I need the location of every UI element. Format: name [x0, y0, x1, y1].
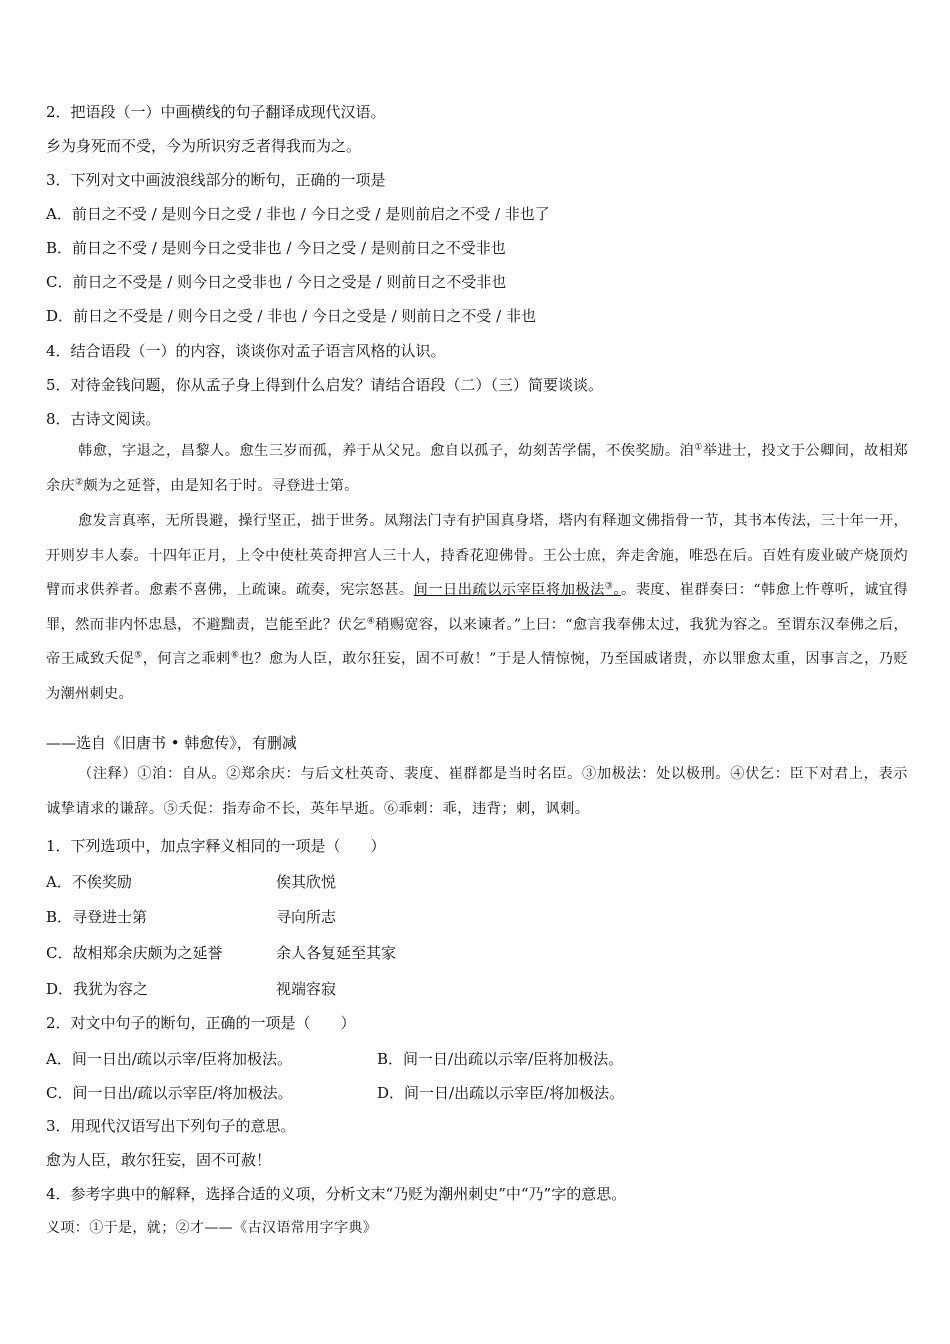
passage-text: 韩愈，字退之，昌黎人。愈生三岁而孤，养于从父兄。愈自以孤子，幼刻苦学儒，不俟奖励。洎: [78, 443, 695, 459]
passage-text: 愈发言真率，无所畏避，操行坚正，拙于世务。凤翔法门寺有护国真身塔，塔内有释迦文佛指骨一节，其书本传法，三十年一开，开则岁丰人泰。十四年正月，上令中使杜英奇押宫人三十人，持香花迎佛骨。王公士庶，奔走舍施，唯恐在后。百姓有废业破产烧顶灼臂而求供养者。愈素不喜佛，上疏谏。疏奏，宪宗怒甚。: [46, 513, 908, 598]
q2-option-c: C．间一日出/疏以示宰臣/将加极法。: [46, 1084, 293, 1102]
question-3-option-c: C．前日之不受是 / 则今日之受非也 / 今日之受是 / 则前日之不受非也: [46, 273, 507, 291]
question-4-prompt: 4．结合语段（一）的内容，谈谈你对孟子语言风格的认识。: [46, 342, 446, 360]
question-3-prompt: 3．下列对文中画波浪线部分的断句，正确的一项是: [46, 171, 386, 189]
passage-text: 颇为之延誉，由是知名于时。寻登进士第。: [83, 477, 359, 494]
passage-text: 也？愈为人臣，敢尔狂妄，固不可赦！”于是人情惊惋，乃至国戚诸贵，亦以罪愈太重，因事言之，乃贬为潮州刺史。: [46, 651, 908, 702]
q1-option-b-right: 寻向所志: [276, 908, 337, 926]
passage-text: ，何言之乖剌: [142, 651, 231, 667]
question-2-sentence: 乡为身死而不受，今为所识穷乏者得我而为之。: [46, 137, 362, 155]
question-2-prompt: 2．把语段（一）中画横线的句子翻译成现代汉语。: [46, 103, 386, 121]
footnote-marker: ③: [604, 581, 614, 592]
q2-option-d: D．间一日/出疏以示宰臣/将加极法。: [377, 1084, 625, 1102]
passage-paragraph-2: [46, 504, 908, 711]
passage-text: 举进士，投文于公卿间，故相郑余庆: [46, 443, 909, 494]
q2-option-a: A．间一日出/疏以示宰/臣将加极法。: [46, 1050, 292, 1068]
q1-option-a-right: 俟其欣悦: [276, 873, 337, 891]
question-3-option-a: A．前日之不受 / 是则今日之受 / 非也 / 今日之受 / 是则前启之不受 / 非也了: [46, 205, 550, 223]
passage-notes: （注释）①洎：自从。②郑余庆：与后文杜英奇、裴度、崔群都是当时名臣。③加极法：处以极刑。④伏乞：臣下对君上，表示诚挚请求的谦辞。⑤夭促：指寿命不长，英年早逝。⑥乖剌：乖，违背；刺，讽刺。: [46, 766, 908, 817]
passage-paragraph-1: [46, 434, 908, 503]
section-heading: 8．古诗文阅读。: [46, 410, 161, 428]
question-3-option-b: B．前日之不受 / 是则今日之受非也 / 今日之受 / 是则前日之不受非也: [46, 239, 506, 257]
q1-option-d-left: D．我犹为容之: [46, 980, 149, 998]
q2-prompt: 2．对文中句子的断句，正确的一项是（ ）: [46, 1014, 356, 1032]
q1-option-c-left: C．故相郑余庆颇为之延誉: [46, 944, 223, 962]
passage-text: 稍赐宽容，以来谏者。”上曰：“愈言我奉佛太过，我犹为容之。至谓东汉奉佛之后，帝王咸致夭促: [46, 616, 909, 667]
footnote-marker: ⑤: [134, 650, 143, 661]
footnote-marker: ①: [694, 442, 703, 453]
q4-prompt: 4．参考字典中的解释，选择合适的义项，分析文末“乃贬为潮州刺史”中“乃”字的意思。: [46, 1185, 627, 1203]
q2-option-b: B．间一日/出疏以示宰/臣将加极法。: [377, 1050, 624, 1068]
q1-option-a-left: A．不俟奖励: [46, 873, 132, 891]
passage-text: 。裴度、崔群奏曰：“韩愈上忤尊听，诚宜得罪，然而非内怀忠恳，不避黜责，岂能至此？伏乞: [46, 582, 908, 633]
question-5-prompt: 5．对待金钱问题，你从孟子身上得到什么启发？请结合语段（二）（三）简要谈谈。: [46, 376, 604, 394]
q1-option-c-right: 余人各复延至其家: [276, 944, 397, 962]
q3-sentence: 愈为人臣，敢尔狂妄，固不可赦！: [46, 1151, 272, 1169]
footnote-marker: ④: [366, 615, 376, 626]
footnote-marker: ⑥: [230, 650, 240, 661]
footnote-marker: ②: [74, 476, 84, 487]
q1-option-b-left: B．寻登进士第: [46, 908, 148, 926]
underlined-sentence: 间一日出疏以示宰臣将加极法③。: [413, 581, 622, 598]
q4-dictionary: 义项：①于是，就；②才——《古汉语常用字字典》: [46, 1220, 378, 1236]
q3-prompt: 3．用现代汉语写出下列句子的意思。: [46, 1117, 296, 1135]
question-3-option-d: D．前日之不受是 / 则今日之受 / 非也 / 今日之受是 / 则前日之不受 / 非也: [46, 307, 536, 325]
passage-source: ——选自《旧唐书 • 韩愈传》，有删减: [46, 734, 297, 752]
q1-option-d-right: 视端容寂: [276, 980, 337, 998]
q1-prompt: 1．下列选项中，加点字释义相同的一项是（ ）: [46, 837, 386, 855]
